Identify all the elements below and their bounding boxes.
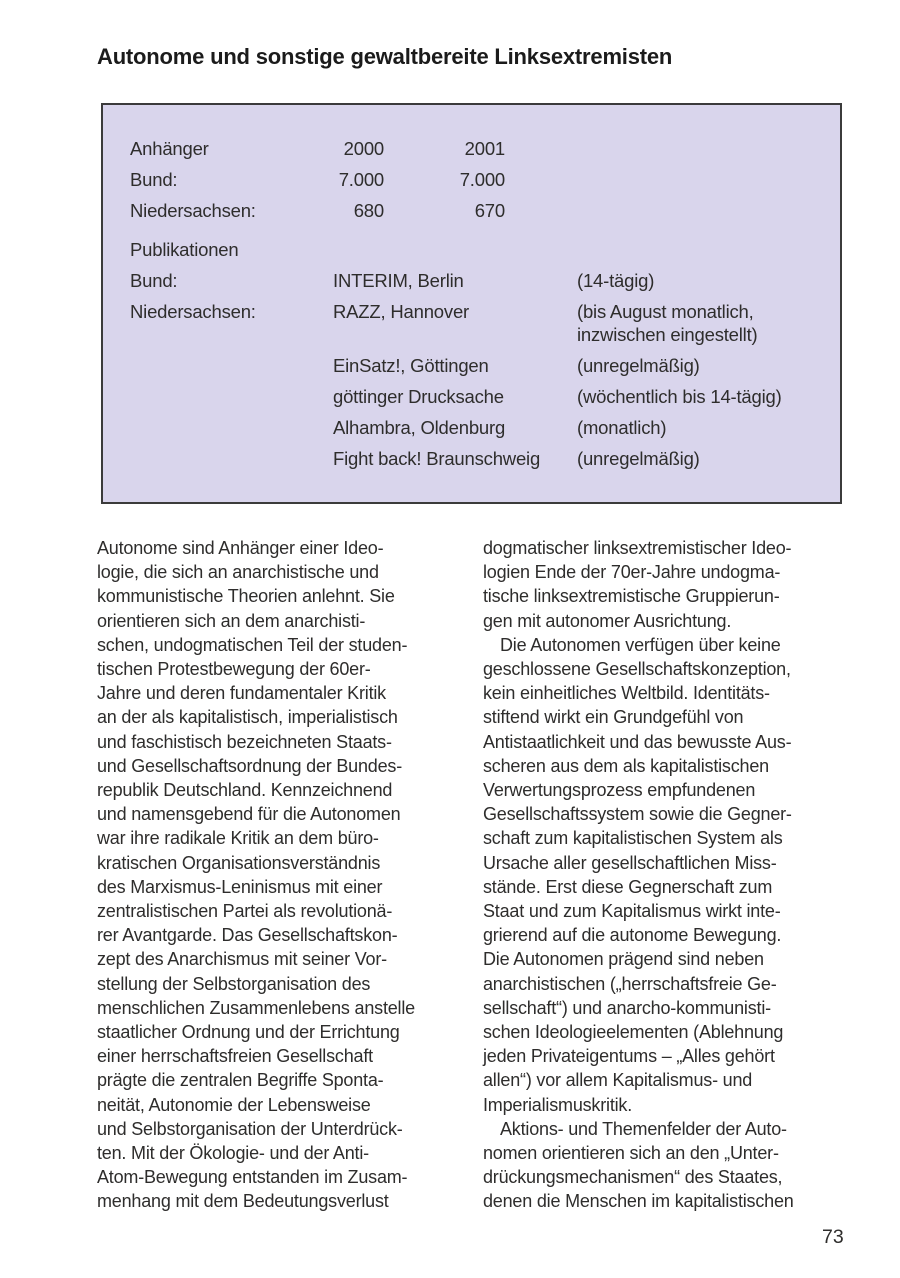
value-2001: 7.000 bbox=[459, 169, 505, 190]
row-label bbox=[130, 354, 333, 377]
text-line: prägte die zentralen Begriffe Sponta- bbox=[97, 1070, 384, 1091]
publication-row bbox=[130, 269, 830, 292]
text-line: logie, die sich an anarchistische und bbox=[97, 562, 379, 583]
text-line: an der als kapitalistisch, imperialistisch bbox=[97, 707, 398, 728]
publication-name: INTERIM, Berlin bbox=[333, 270, 464, 291]
text-line: denen die Menschen im kapitalistischen bbox=[483, 1191, 794, 1212]
publication-frequency bbox=[577, 354, 830, 377]
row-label: Bund: bbox=[130, 169, 178, 190]
followers-label: Anhänger bbox=[130, 138, 209, 159]
text-line: kein einheitliches Weltbild. Identitäts- bbox=[483, 683, 770, 704]
text-line: einer herrschaftsfreien Gesellschaft bbox=[97, 1046, 373, 1067]
text-line: Die Autonomen prägend sind neben bbox=[483, 949, 764, 970]
row-label: Niedersachsen: bbox=[130, 301, 256, 322]
row-label bbox=[130, 385, 333, 408]
text-line: und Gesellschaftsordnung der Bundes- bbox=[97, 755, 402, 776]
publication-name: Alhambra, Oldenburg bbox=[333, 417, 506, 438]
followers-header-row bbox=[130, 137, 830, 160]
frequency-line: (unregelmäßig) bbox=[577, 448, 700, 469]
info-box bbox=[101, 103, 842, 504]
body-left-column bbox=[97, 536, 449, 1214]
text-line: logien Ende der 70er-Jahre undogma- bbox=[483, 562, 781, 583]
text-line: neität, Autonomie der Lebensweise bbox=[97, 1094, 371, 1115]
publication-name: Fight back! Braunschweig bbox=[333, 448, 541, 469]
text-line: zentralistischen Partei als revolutionä- bbox=[97, 901, 393, 922]
followers-row bbox=[130, 168, 830, 191]
text-line: jeden Privateigentums – „Alles gehört bbox=[483, 1046, 775, 1067]
publication-row bbox=[130, 385, 830, 408]
page-title: Autonome und sonstige gewaltbereite Linksextremisten bbox=[97, 44, 673, 69]
text-line: stellung der Selbstorganisation des bbox=[97, 973, 371, 994]
text-line: Imperialismuskritik. bbox=[483, 1094, 633, 1115]
page-number: 73 bbox=[822, 1226, 844, 1248]
text-line: tische linksextremistische Gruppierun- bbox=[483, 586, 780, 607]
publication-row bbox=[130, 416, 830, 439]
frequency-line: (bis August monatlich, bbox=[577, 301, 754, 322]
text-line: Autonome sind Anhänger einer Ideo- bbox=[97, 538, 384, 558]
frequency-line: (unregelmäßig) bbox=[577, 355, 700, 376]
text-line: zept des Anarchismus mit seiner Vor- bbox=[97, 949, 387, 970]
text-line: Antistaatlichkeit und das bewusste Aus- bbox=[483, 731, 792, 752]
text-line: nomen orientieren sich an den „Unter- bbox=[483, 1143, 779, 1164]
text-line: drückungsmechanismen“ des Staates, bbox=[483, 1167, 783, 1188]
text-line: und Selbstorganisation der Unterdrück- bbox=[97, 1118, 403, 1139]
text-line: allen“) vor allem Kapitalismus- und bbox=[483, 1070, 753, 1091]
publication-frequency bbox=[577, 447, 830, 470]
text-line: menschlichen Zusammenlebens anstelle bbox=[97, 997, 415, 1018]
text-line: rer Avantgarde. Das Gesellschaftskon- bbox=[97, 925, 398, 946]
publications-header-row bbox=[130, 238, 830, 261]
publication-row bbox=[130, 300, 830, 346]
publication-name: RAZZ, Hannover bbox=[333, 301, 469, 322]
row-label bbox=[130, 447, 333, 470]
text-line: Jahre und deren fundamentaler Kritik bbox=[97, 683, 386, 704]
followers-rows bbox=[130, 168, 830, 222]
followers-row bbox=[130, 199, 830, 222]
publications-label: Publikationen bbox=[130, 239, 239, 260]
publication-frequency bbox=[577, 416, 830, 439]
text-line: stände. Erst diese Gegnerschaft zum bbox=[483, 876, 773, 897]
publication-frequency bbox=[577, 385, 830, 408]
text-line: scheren aus dem als kapitalistischen bbox=[483, 755, 769, 776]
text-line: republik Deutschland. Kennzeichnend bbox=[97, 780, 393, 801]
year-column-2001: 2001 bbox=[464, 138, 505, 159]
publication-frequency bbox=[577, 269, 830, 292]
row-label: Niedersachsen: bbox=[130, 200, 256, 221]
text-line: Die Autonomen verfügen über keine bbox=[500, 634, 781, 655]
text-line: kommunistische Theorien anlehnt. Sie bbox=[97, 586, 395, 607]
publication-row bbox=[130, 447, 830, 470]
frequency-line: inzwischen eingestellt) bbox=[577, 324, 758, 345]
value-2001: 670 bbox=[474, 200, 505, 221]
followers-section bbox=[130, 137, 830, 222]
text-line: orientieren sich an dem anarchisti- bbox=[97, 610, 366, 631]
value-2000: 680 bbox=[353, 200, 384, 221]
text-line: grierend auf die autonome Bewegung. bbox=[483, 925, 782, 946]
frequency-line: (wöchentlich bis 14-tägig) bbox=[577, 386, 782, 407]
text-line: Aktions- und Themenfelder der Auto- bbox=[500, 1118, 787, 1139]
text-line: anarchistischen („herrschaftsfreie Ge- bbox=[483, 973, 777, 994]
publication-name: göttinger Drucksache bbox=[333, 386, 504, 407]
text-line: stiftend wirkt ein Grundgefühl von bbox=[483, 707, 744, 728]
text-line: schen Ideologieelementen (Ablehnung bbox=[483, 1022, 784, 1043]
text-line: Verwertungsprozess empfundenen bbox=[483, 780, 756, 801]
text-line: kratischen Organisationsverständnis bbox=[97, 852, 381, 873]
text-line: des Marxismus-Leninismus mit einer bbox=[97, 876, 383, 897]
text-line: staatlicher Ordnung und der Errichtung bbox=[97, 1022, 400, 1043]
text-line: Atom-Bewegung entstanden im Zusam- bbox=[97, 1167, 408, 1188]
text-line: ten. Mit der Ökologie- und der Anti- bbox=[97, 1143, 369, 1164]
text-line: war ihre radikale Kritik an dem büro- bbox=[97, 828, 379, 849]
text-line: sellschaft“) und anarcho-kommunisti- bbox=[483, 997, 771, 1018]
text-line: und namensgebend für die Autonomen bbox=[97, 804, 401, 825]
body-right-column bbox=[483, 536, 847, 1214]
publication-frequency bbox=[577, 300, 830, 346]
row-label: Bund: bbox=[130, 270, 178, 291]
text-line: menhang mit dem Bedeutungsverlust bbox=[97, 1191, 389, 1212]
text-line: dogmatischer linksextremistischer Ideo- bbox=[483, 538, 792, 558]
year-column-2000: 2000 bbox=[343, 138, 384, 159]
row-label bbox=[130, 416, 333, 439]
text-line: schaft zum kapitalistischen System als bbox=[483, 828, 783, 849]
text-line: Staat und zum Kapitalismus wirkt inte- bbox=[483, 901, 781, 922]
frequency-line: (14-tägig) bbox=[577, 270, 655, 291]
value-2000: 7.000 bbox=[338, 169, 384, 190]
text-line: und faschistisch bezeichneten Staats- bbox=[97, 731, 392, 752]
publication-row bbox=[130, 354, 830, 377]
text-line: geschlossene Gesellschaftskonzeption, bbox=[483, 659, 791, 680]
text-line: Gesellschaftssystem sowie die Gegner- bbox=[483, 804, 792, 825]
text-line: gen mit autonomer Ausrichtung. bbox=[483, 610, 732, 631]
publication-name: EinSatz!, Göttingen bbox=[333, 355, 489, 376]
text-line: tischen Protestbewegung der 60er- bbox=[97, 659, 371, 680]
publications-section bbox=[130, 238, 830, 470]
frequency-line: (monatlich) bbox=[577, 417, 667, 438]
publications-rows bbox=[130, 269, 830, 470]
text-line: schen, undogmatischen Teil der studen- bbox=[97, 634, 408, 655]
text-line: Ursache aller gesellschaftlichen Miss- bbox=[483, 852, 777, 873]
